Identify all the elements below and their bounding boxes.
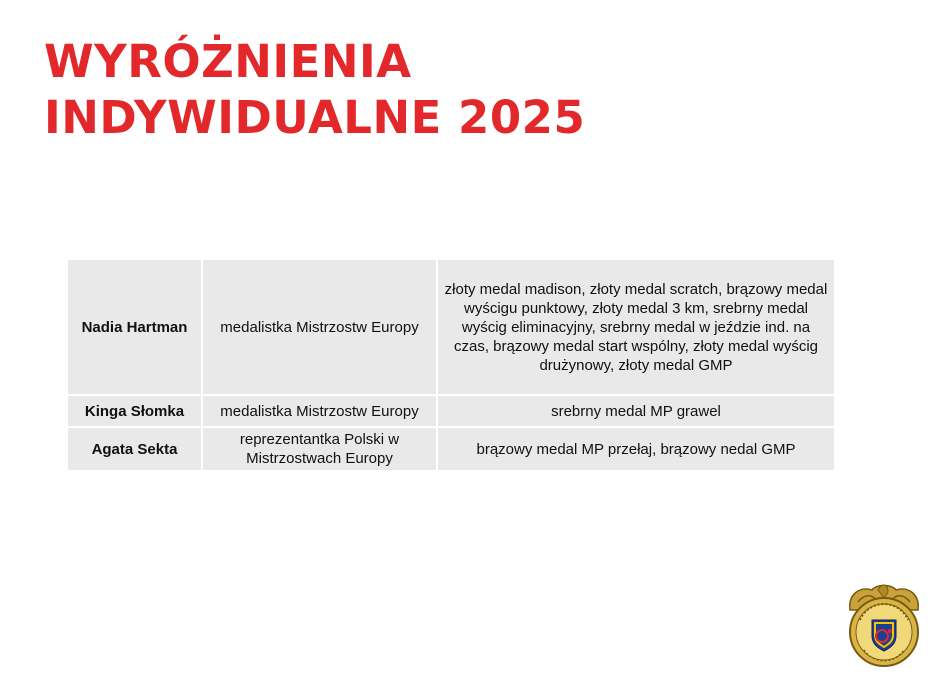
page-title-line-2: INDYWIDUALNE 2025 <box>44 91 586 144</box>
athlete-achievements: złoty medal madison, złoty medal scratch, brązowy medal wyścigu punktowy, złoty medal 3 km, srebrny medal wyścig eliminacyjny, srebrny medal w jeździe ind. na czas, brązowy medal start wspólny, złoty medal wyścig drużynowy, złoty medal GMP <box>437 259 835 395</box>
table-row <box>67 395 835 427</box>
athlete-name: Kinga Słomka <box>67 395 202 427</box>
athlete-category: medalistka Mistrzostw Europy <box>202 259 437 395</box>
athlete-name: Agata Sekta <box>67 427 202 471</box>
athlete-achievements: brązowy medal MP przełaj, brązowy nedal GMP <box>437 427 835 471</box>
athlete-category: medalistka Mistrzostw Europy <box>202 395 437 427</box>
athlete-achievements: srebrny medal MP grawel <box>437 395 835 427</box>
club-emblem-icon <box>842 580 926 670</box>
awards-table <box>66 258 836 472</box>
table-row <box>67 259 835 395</box>
table-row <box>67 427 835 471</box>
page-title-line-1: WYRÓŻNIENIA <box>44 35 412 88</box>
page-title <box>44 34 585 146</box>
athlete-category: reprezentantka Polski w Mistrzostwach Europy <box>202 427 437 471</box>
athlete-name: Nadia Hartman <box>67 259 202 395</box>
